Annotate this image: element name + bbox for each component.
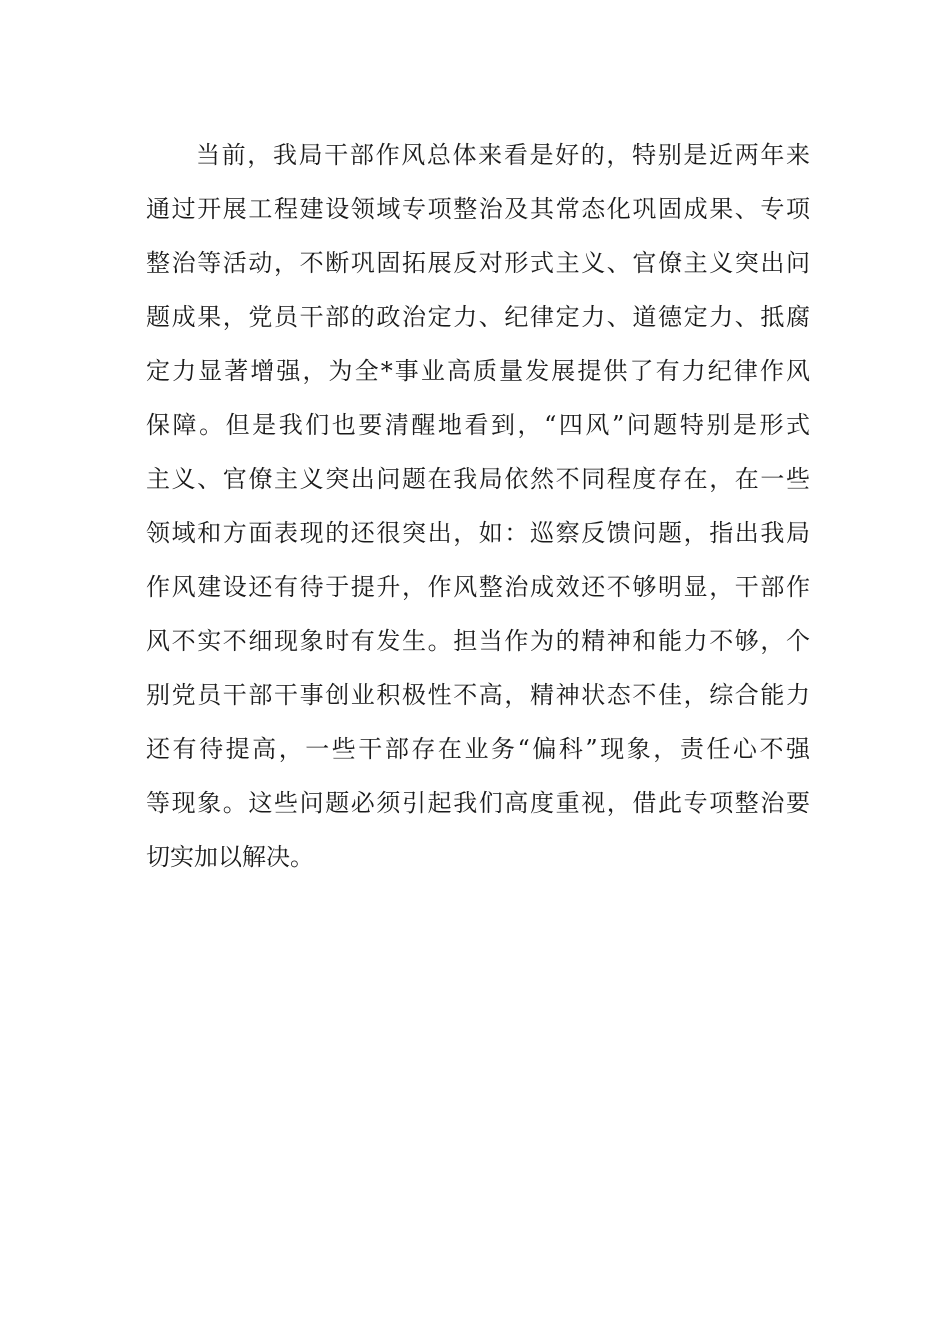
- paragraph-line: 风不实不细现象时有发生。担当作为的精神和能力不够，个: [146, 627, 810, 655]
- paragraph-line: 作风建设还有待于提升，作风整治成效还不够明显，干部作: [146, 573, 810, 601]
- paragraph-line: 主义、官僚主义突出问题在我局依然不同程度存在，在一些: [146, 465, 810, 493]
- paragraph-line: 通过开展工程建设领域专项整治及其常态化巩固成果、专项: [146, 195, 810, 223]
- paragraph-line: 还有待提高，一些干部存在业务“偏科”现象，责任心不强: [146, 735, 810, 763]
- paragraph-line: 领域和方面表现的还很突出，如：巡察反馈问题，指出我局: [146, 519, 810, 547]
- paragraph-line: 当前，我局干部作风总体来看是好的，特别是近两年来: [196, 141, 810, 169]
- paragraph-line: 定力显著增强，为全*事业高质量发展提供了有力纪律作风: [146, 357, 810, 385]
- paragraph-line: 别党员干部干事创业积极性不高，精神状态不佳，综合能力: [146, 681, 810, 709]
- body-paragraph: [146, 128, 810, 884]
- paragraph-line: 整治等活动，不断巩固拓展反对形式主义、官僚主义突出问: [146, 249, 810, 277]
- paragraph-line: 等现象。这些问题必须引起我们高度重视，借此专项整治要: [146, 789, 810, 817]
- paragraph-line: 题成果，党员干部的政治定力、纪律定力、道德定力、抵腐: [146, 303, 810, 331]
- paragraph-line: 切实加以解决。: [146, 843, 314, 871]
- paragraph-line: 保障。但是我们也要清醒地看到，“四风”问题特别是形式: [146, 411, 810, 439]
